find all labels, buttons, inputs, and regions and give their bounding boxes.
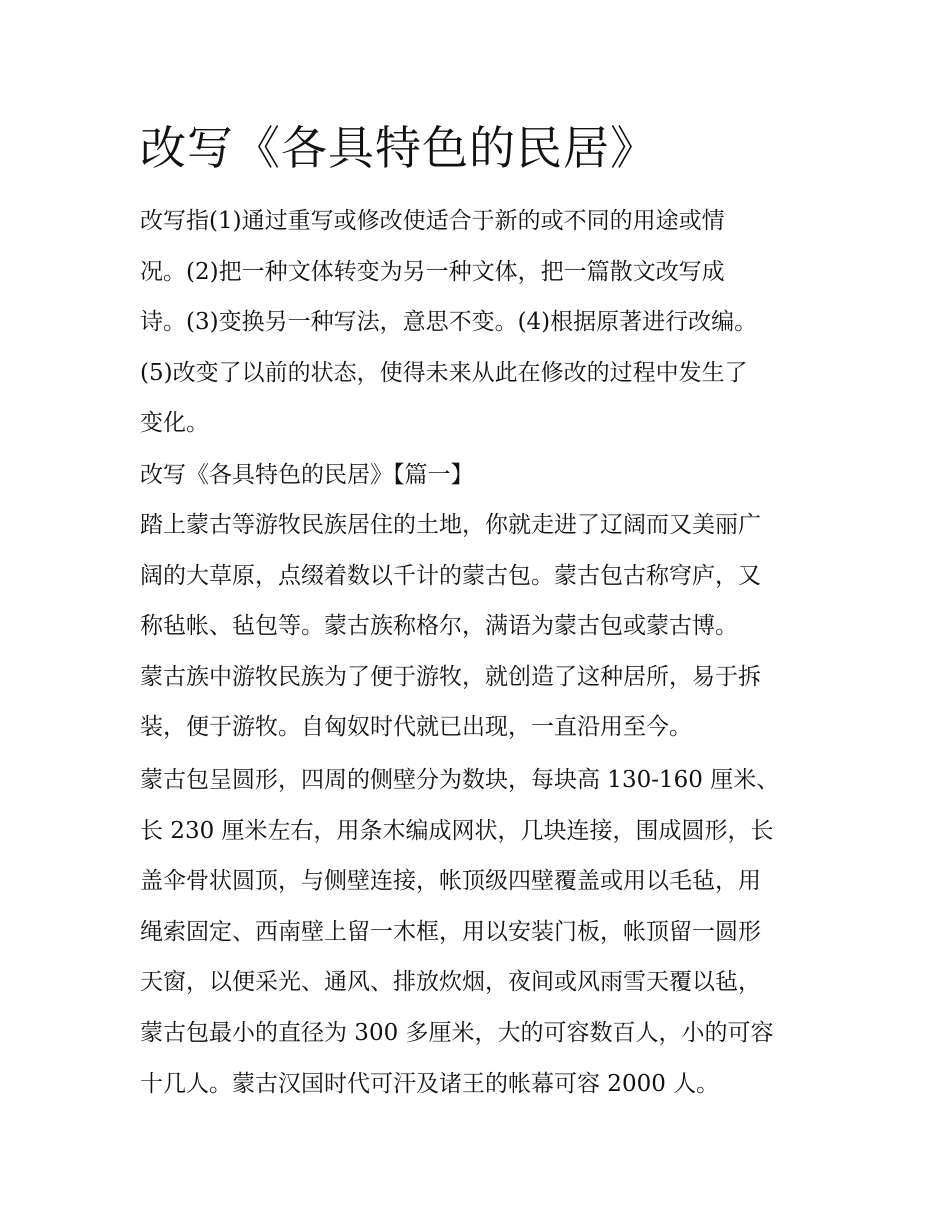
- definition-paragraph: [140, 196, 820, 449]
- section-heading-text: 改写《各具特色的民居》【篇一】: [140, 462, 474, 488]
- text-line: 蒙古包最小的直径为 300 多厘米，大的可容数百人，小的可容: [140, 1019, 774, 1046]
- section-heading: [140, 450, 820, 501]
- text-line: 盖伞骨状圆顶，与侧壁连接，帐顶级四壁覆盖或用以毛毡，用: [140, 868, 761, 895]
- text-line: 称毡帐、毡包等。蒙古族称格尔，满语为蒙古包或蒙古博。: [140, 613, 738, 640]
- text-line: 改写指(1)通过重写或修改使适合于新的或不同的用途或情: [140, 208, 725, 234]
- text-line: 踏上蒙古等游牧民族居住的土地，你就走进了辽阔而又美丽广: [140, 512, 761, 538]
- text-line: 装，便于游牧。自匈奴时代就已出现，一直沿用至今。: [140, 714, 692, 741]
- text-line: 十几人。蒙古汉国时代可汗及诸王的帐幕可容 2000 人。: [140, 1070, 720, 1097]
- text-line: (5)改变了以前的状态，使得未来从此在修改的过程中发生了: [140, 359, 748, 386]
- paragraph-mongolian-yurt-intro: [140, 500, 820, 753]
- text-line: 蒙古包呈圆形，四周的侧壁分为数块，每块高 130-160 厘米、: [140, 767, 780, 793]
- text-line: 诗。(3)变换另一种写法，意思不变。(4)根据原著进行改编。: [140, 309, 758, 336]
- text-line: 长 230 厘米左右，用条木编成网状，几块连接，围成圆形，长: [140, 817, 774, 844]
- text-line: 天窗，以便采光、通风、排放炊烟，夜间或风雨雪天覆以毡，: [140, 969, 761, 996]
- text-line: 况。(2)把一种文体转变为另一种文体，把一篇散文改写成: [140, 258, 725, 285]
- text-line: 变化。: [140, 410, 209, 437]
- paragraph-mongolian-yurt-structure: [140, 755, 820, 1109]
- text-line: 蒙古族中游牧民族为了便于游牧，就创造了这种居所，易于拆: [140, 663, 761, 690]
- text-line: 阔的大草原，点缀着数以千计的蒙古包。蒙古包古称穹庐，又: [140, 562, 761, 589]
- text-line: 绳索固定、西南壁上留一木框，用以安装门板，帐顶留一圆形: [140, 918, 761, 945]
- document-title: 改写《各具特色的民居》: [140, 121, 657, 175]
